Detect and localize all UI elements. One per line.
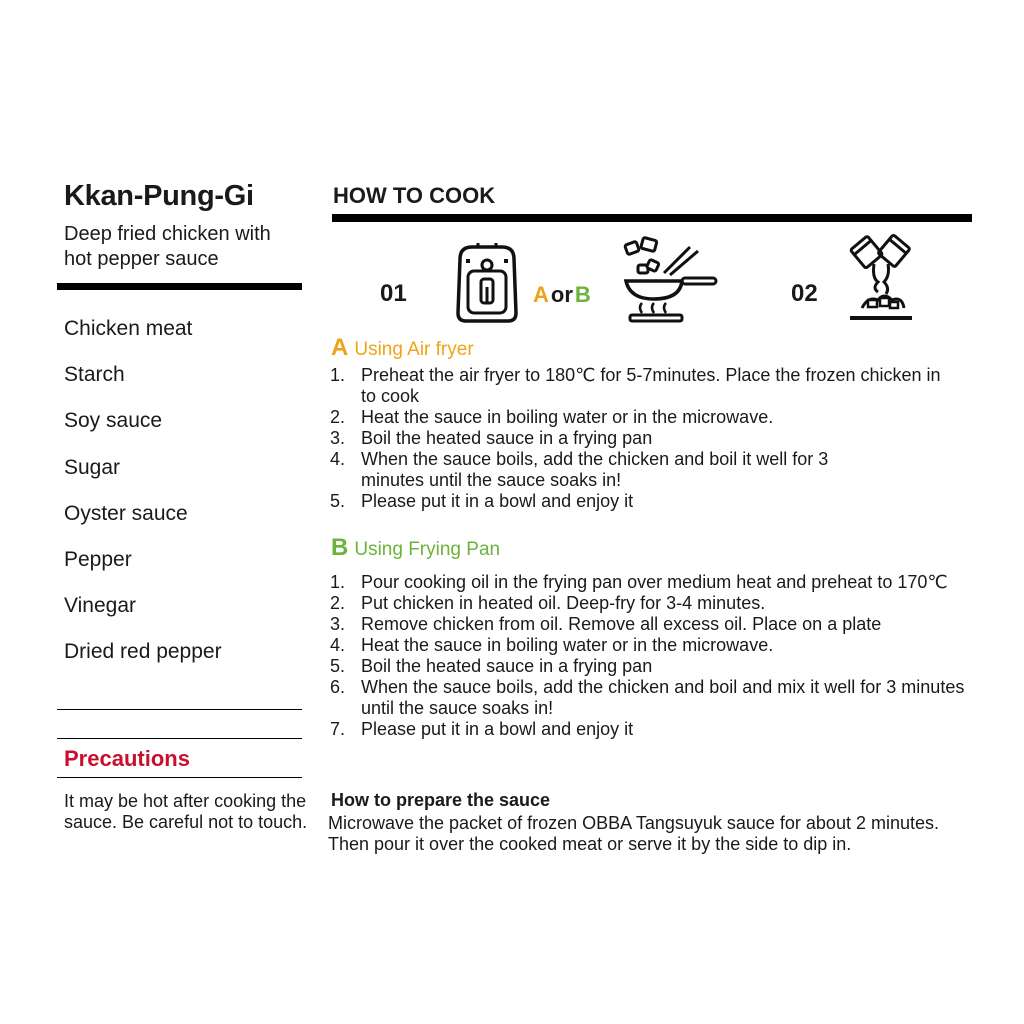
list-item: 1. Pour cooking oil in the frying pan over medium heat and preheat to 170℃ <box>330 572 948 592</box>
sauce-title: How to prepare the sauce <box>331 790 551 810</box>
product-title: Kkan-Pung-Gi <box>64 180 254 212</box>
method-b-heading <box>331 534 500 562</box>
ingredient-item: Pepper <box>64 547 132 571</box>
precautions-title: Precautions <box>64 746 190 771</box>
divider <box>57 738 302 739</box>
step-1-label: 01 <box>380 280 407 307</box>
step-2-label: 02 <box>791 280 818 307</box>
list-item: 7. Please put it in a bowl and enjoy it <box>330 719 634 739</box>
method-b-label: Using Frying Pan <box>354 539 501 560</box>
list-item: 2. Heat the sauce in boiling water or in the microwave. <box>330 407 774 427</box>
divider <box>332 214 972 222</box>
choice-a: A <box>533 282 549 307</box>
method-b-steps <box>330 572 970 740</box>
method-a-label: Using Air fryer <box>354 339 474 360</box>
sauce-text: Microwave the packet of frozen OBBA Tangsuyuk sauce for about 2 minutes. Then pour it over the cooked meat or serve it by the side to dip in. <box>328 813 939 854</box>
sauce-pour-icon <box>848 234 914 324</box>
product-subtitle: Deep fried chicken with hot pepper sauce <box>64 223 271 270</box>
ingredient-item: Dried red pepper <box>64 640 222 664</box>
ingredient-item: Starch <box>64 363 125 387</box>
method-choice <box>533 282 591 308</box>
list-item: 5. Please put it in a bowl and enjoy it <box>330 491 634 511</box>
list-item: 4. Heat the sauce in boiling water or in the microwave. <box>330 635 774 655</box>
frying-pan-icon <box>622 237 720 327</box>
list-item: 6. When the sauce boils, add the chicken and boil and mix it well for 3 minutes until the sauce soaks in! <box>330 677 965 718</box>
precautions-text: It may be hot after cooking the sauce. Be careful not to touch. <box>64 791 308 832</box>
divider <box>57 777 302 778</box>
list-item: 3. Boil the heated sauce in a frying pan <box>330 428 653 448</box>
ingredient-item: Sugar <box>64 455 121 479</box>
ingredient-item: Oyster sauce <box>64 501 188 525</box>
ingredient-item: Soy sauce <box>64 409 163 433</box>
divider <box>57 709 302 710</box>
air-fryer-icon <box>452 243 522 325</box>
ingredient-item: Chicken meat <box>64 317 193 340</box>
list-item: 3. Remove chicken from oil. Remove all excess oil. Place on a plate <box>330 614 882 634</box>
method-a-letter: A <box>331 334 349 361</box>
ingredient-item: Vinegar <box>64 594 137 618</box>
list-item: 5. Boil the heated sauce in a frying pan <box>330 656 653 676</box>
list-item: 1. Preheat the air fryer to 180℃ for 5-7minutes. Place the frozen chicken in to cook <box>330 365 941 406</box>
method-b-letter: B <box>331 534 349 561</box>
choice-b: B <box>574 282 591 307</box>
method-a-heading <box>331 334 474 362</box>
list-item: 2. Put chicken in heated oil. Deep-fry for 3-4 minutes. <box>330 593 766 613</box>
how-to-cook-title: HOW TO COOK <box>333 183 496 208</box>
method-a-steps <box>330 365 950 512</box>
divider <box>57 283 302 290</box>
list-item: 4. When the sauce boils, add the chicken and boil it well for 3 minutes until the sauce soaks in! <box>330 449 829 490</box>
choice-or: or <box>550 282 573 307</box>
ingredient-list <box>64 316 222 686</box>
